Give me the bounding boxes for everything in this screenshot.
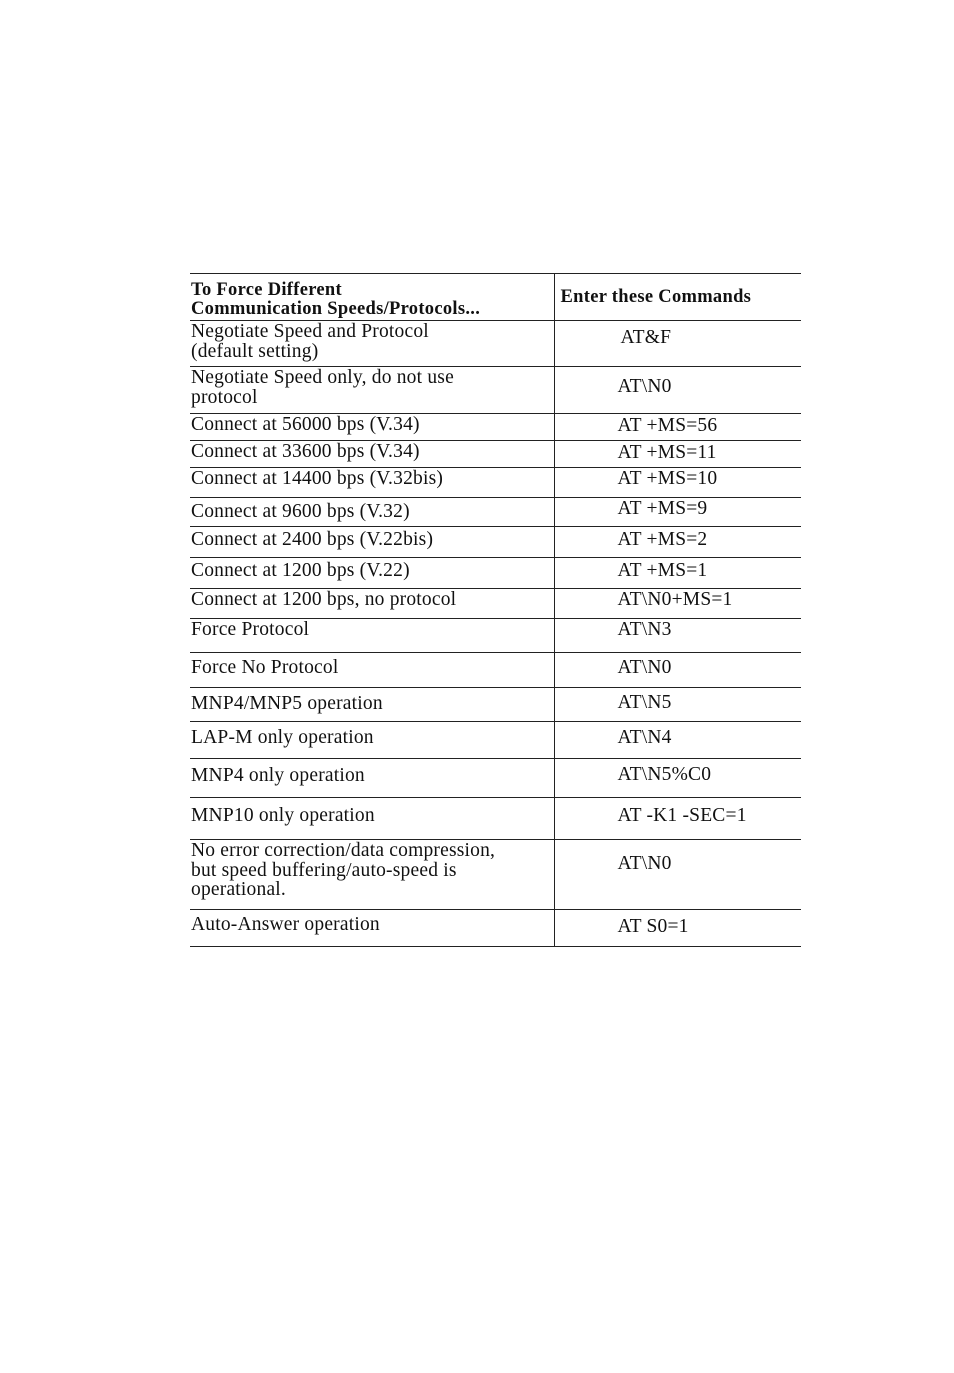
row-command: AT\N5%C0 <box>554 759 801 798</box>
table-row <box>190 498 801 527</box>
row-description: MNP4/MNP5 operation <box>190 688 554 722</box>
row-description <box>190 367 554 414</box>
row-command: AT\N0 <box>554 367 801 414</box>
row-description: Connect at 1200 bps (V.22) <box>190 558 554 589</box>
row-command: AT\N0 <box>554 840 801 910</box>
table-row <box>190 441 801 468</box>
row-description: Connect at 14400 bps (V.32bis) <box>190 468 554 498</box>
row-description: Connect at 1200 bps, no protocol <box>190 589 554 619</box>
row-command: AT&F <box>554 321 801 367</box>
table-row <box>190 722 801 759</box>
desc-line: Negotiate Speed and Protocol <box>191 321 429 342</box>
row-description: Force Protocol <box>190 619 554 653</box>
desc-line: (default setting) <box>191 340 319 362</box>
row-description: Auto-Answer operation <box>190 910 554 947</box>
table-row <box>190 558 801 589</box>
desc-line: but speed buffering/auto-speed is <box>191 859 457 881</box>
desc-line: protocol <box>191 386 258 408</box>
row-description: Force No Protocol <box>190 653 554 688</box>
row-description <box>190 840 554 910</box>
row-description: LAP-M only operation <box>190 722 554 759</box>
row-command: AT\N0 <box>554 653 801 688</box>
row-command: AT +MS=2 <box>554 527 801 558</box>
row-description <box>190 321 554 367</box>
row-description: Connect at 33600 bps (V.34) <box>190 441 554 468</box>
row-command: AT\N5 <box>554 688 801 722</box>
row-command: AT +MS=10 <box>554 468 801 498</box>
table-row <box>190 414 801 441</box>
row-command: AT\N4 <box>554 722 801 759</box>
table-row <box>190 367 801 414</box>
row-command: AT\N0+MS=1 <box>554 589 801 619</box>
row-description: Connect at 9600 bps (V.32) <box>190 498 554 527</box>
row-description: Connect at 56000 bps (V.34) <box>190 414 554 441</box>
modem-command-table <box>190 273 801 947</box>
row-command: AT -K1 -SEC=1 <box>554 798 801 840</box>
header-line-1: To Force Different <box>191 280 342 300</box>
row-description: Connect at 2400 bps (V.22bis) <box>190 527 554 558</box>
desc-line: No error correction/data compression, <box>191 840 496 861</box>
table-row <box>190 589 801 619</box>
desc-line: Negotiate Speed only, do not use <box>191 367 454 388</box>
table-row <box>190 798 801 840</box>
table-row <box>190 527 801 558</box>
row-command: AT\N3 <box>554 619 801 653</box>
header-line-2: Communication Speeds/Protocols... <box>191 299 481 319</box>
row-command: AT +MS=11 <box>554 441 801 468</box>
row-command: AT +MS=1 <box>554 558 801 589</box>
table-row <box>190 759 801 798</box>
table-row <box>190 321 801 367</box>
row-description: MNP10 only operation <box>190 798 554 840</box>
table-row <box>190 619 801 653</box>
table-header-row <box>190 274 801 321</box>
header-force-speeds <box>190 274 554 321</box>
desc-line: operational. <box>191 879 286 900</box>
table-row <box>190 840 801 910</box>
row-command: AT S0=1 <box>554 910 801 947</box>
table-row <box>190 468 801 498</box>
table-row <box>190 653 801 688</box>
row-command: AT +MS=56 <box>554 414 801 441</box>
table-row <box>190 910 801 947</box>
row-description: MNP4 only operation <box>190 759 554 798</box>
table-row <box>190 688 801 722</box>
row-command: AT +MS=9 <box>554 498 801 527</box>
header-enter-commands: Enter these Commands <box>554 274 801 321</box>
